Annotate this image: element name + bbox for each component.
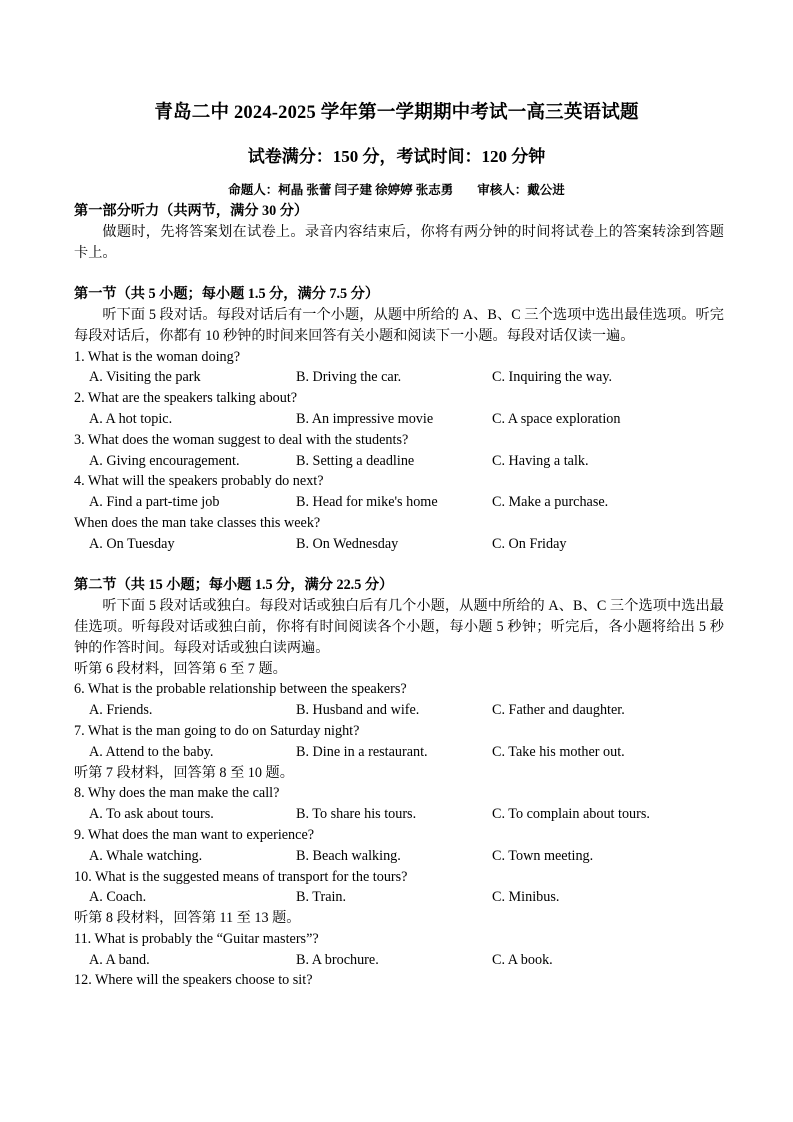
question-2: 2. What are the speakers talking about? xyxy=(74,390,298,407)
section2-instruction: 听下面 5 段对话或独白。每段对话或独白后有几个小题，从题中所给的 A、B、C 三个选项中选出最佳选项。听每段对话或独白前，你将有时间阅读各个小题，每小题 5 秒钟；听完后，各小题将给出 5 秒钟的作答时间。每段对话或独白读两遍。 xyxy=(74,598,724,656)
options-5 xyxy=(74,534,724,555)
option-a: A. Attend to the baby. xyxy=(89,743,214,760)
question-12: 12. Where will the speakers choose to sit? xyxy=(74,972,313,989)
authors-line xyxy=(0,180,793,198)
question-10: 10. What is the suggested means of transport for the tours? xyxy=(74,868,408,885)
option-a: A. Find a part-time job xyxy=(89,494,220,511)
question-9: 9. What does the man want to experience? xyxy=(74,826,315,843)
options-2 xyxy=(74,409,724,430)
option-b: B. To share his tours. xyxy=(296,806,417,823)
option-a: A. To ask about tours. xyxy=(89,806,214,823)
option-b: B. Beach walking. xyxy=(296,847,401,864)
option-a: A. Visiting the park xyxy=(89,369,201,386)
exam-subtitle: 试卷满分：150 分，考试时间：120 分钟 xyxy=(247,147,546,166)
option-c: C. A book. xyxy=(492,951,553,968)
options-3 xyxy=(74,451,724,472)
option-c: C. A space exploration xyxy=(492,410,621,427)
question-5: When does the man take classes this week? xyxy=(74,514,321,531)
material-8: 听第 8 段材料，回答第 11 至 13 题。 xyxy=(74,910,301,927)
option-a: A. On Tuesday xyxy=(89,535,175,552)
option-b: B. Dine in a restaurant. xyxy=(296,743,428,760)
option-a: A. A hot topic. xyxy=(89,410,173,427)
option-b: B. Setting a deadline xyxy=(296,452,415,469)
option-b: B. An impressive movie xyxy=(296,410,434,427)
part1-heading: 第一部分听力（共两节，满分 30 分） xyxy=(74,203,309,219)
section1-instruction: 听下面 5 段对话。每段对话后有一个小题，从题中所给的 A、B、C 三个选项中选出最佳选项。听完每段对话后，你都有 10 秒钟的时间来回答有关小题和阅读下一小题。每段对话仅读一遍。 xyxy=(74,306,724,344)
question-8: 8. Why does the man make the call? xyxy=(74,785,280,802)
options-7 xyxy=(74,742,724,763)
question-1: 1. What is the woman doing? xyxy=(74,348,241,365)
material-7: 听第 7 段材料，回答第 8 至 10 题。 xyxy=(74,764,294,781)
option-c: C. Inquiring the way. xyxy=(492,369,613,386)
question-11: 11. What is probably the “Guitar masters”? xyxy=(74,930,319,947)
setters: 命题人：柯晶 张蕾 闫子建 徐婷婷 张志勇 xyxy=(228,183,454,197)
option-c: C. On Friday xyxy=(492,535,567,552)
options-1 xyxy=(74,367,724,388)
option-a: A. Friends. xyxy=(89,702,153,719)
part1-instruction: 做题时，先将答案划在试卷上。录音内容结束后，你将有两分钟的时间将试卷上的答案转涂到答题卡上。 xyxy=(74,223,724,261)
question-6: 6. What is the probable relationship between the speakers? xyxy=(74,681,407,698)
section2-heading: 第二节（共 15 小题；每小题 1.5 分，满分 22.5 分） xyxy=(74,577,394,594)
option-c: C. Town meeting. xyxy=(492,847,594,864)
option-b: B. A brochure. xyxy=(296,951,379,968)
option-a: A. Whale watching. xyxy=(89,847,203,864)
options-8 xyxy=(74,804,724,825)
section1-heading: 第一节（共 5 小题；每小题 1.5 分，满分 7.5 分） xyxy=(74,286,380,303)
option-a: A. A band. xyxy=(89,951,150,968)
question-7: 7. What is the man going to do on Saturday night? xyxy=(74,722,360,739)
option-b: B. Driving the car. xyxy=(296,369,402,386)
option-a: A. Giving encouragement. xyxy=(89,452,240,469)
options-4 xyxy=(74,492,724,513)
option-c: C. To complain about tours. xyxy=(492,806,650,823)
option-b: B. Train. xyxy=(296,889,347,906)
options-11 xyxy=(74,950,724,971)
question-3: 3. What does the woman suggest to deal with the students? xyxy=(74,431,409,448)
option-c: C. Having a talk. xyxy=(492,452,589,469)
option-b: B. On Wednesday xyxy=(296,535,399,552)
option-c: C. Take his mother out. xyxy=(492,743,625,760)
question-4: 4. What will the speakers probably do next? xyxy=(74,473,324,490)
options-9 xyxy=(74,846,724,867)
exam-title: 青岛二中 2024-2025 学年第一学期期中考试一高三英语试题 xyxy=(154,103,639,123)
reviewer: 审核人：戴公进 xyxy=(477,183,565,197)
option-a: A. Coach. xyxy=(89,889,147,906)
option-c: C. Minibus. xyxy=(492,889,560,906)
option-b: B. Husband and wife. xyxy=(296,702,420,719)
options-10 xyxy=(74,887,724,908)
option-c: C. Father and daughter. xyxy=(492,702,625,719)
option-c: C. Make a purchase. xyxy=(492,494,609,511)
material-6: 听第 6 段材料，回答第 6 至 7 题。 xyxy=(74,660,287,677)
exam-content xyxy=(74,201,724,991)
option-b: B. Head for mike's home xyxy=(296,494,438,511)
options-6 xyxy=(74,700,724,721)
